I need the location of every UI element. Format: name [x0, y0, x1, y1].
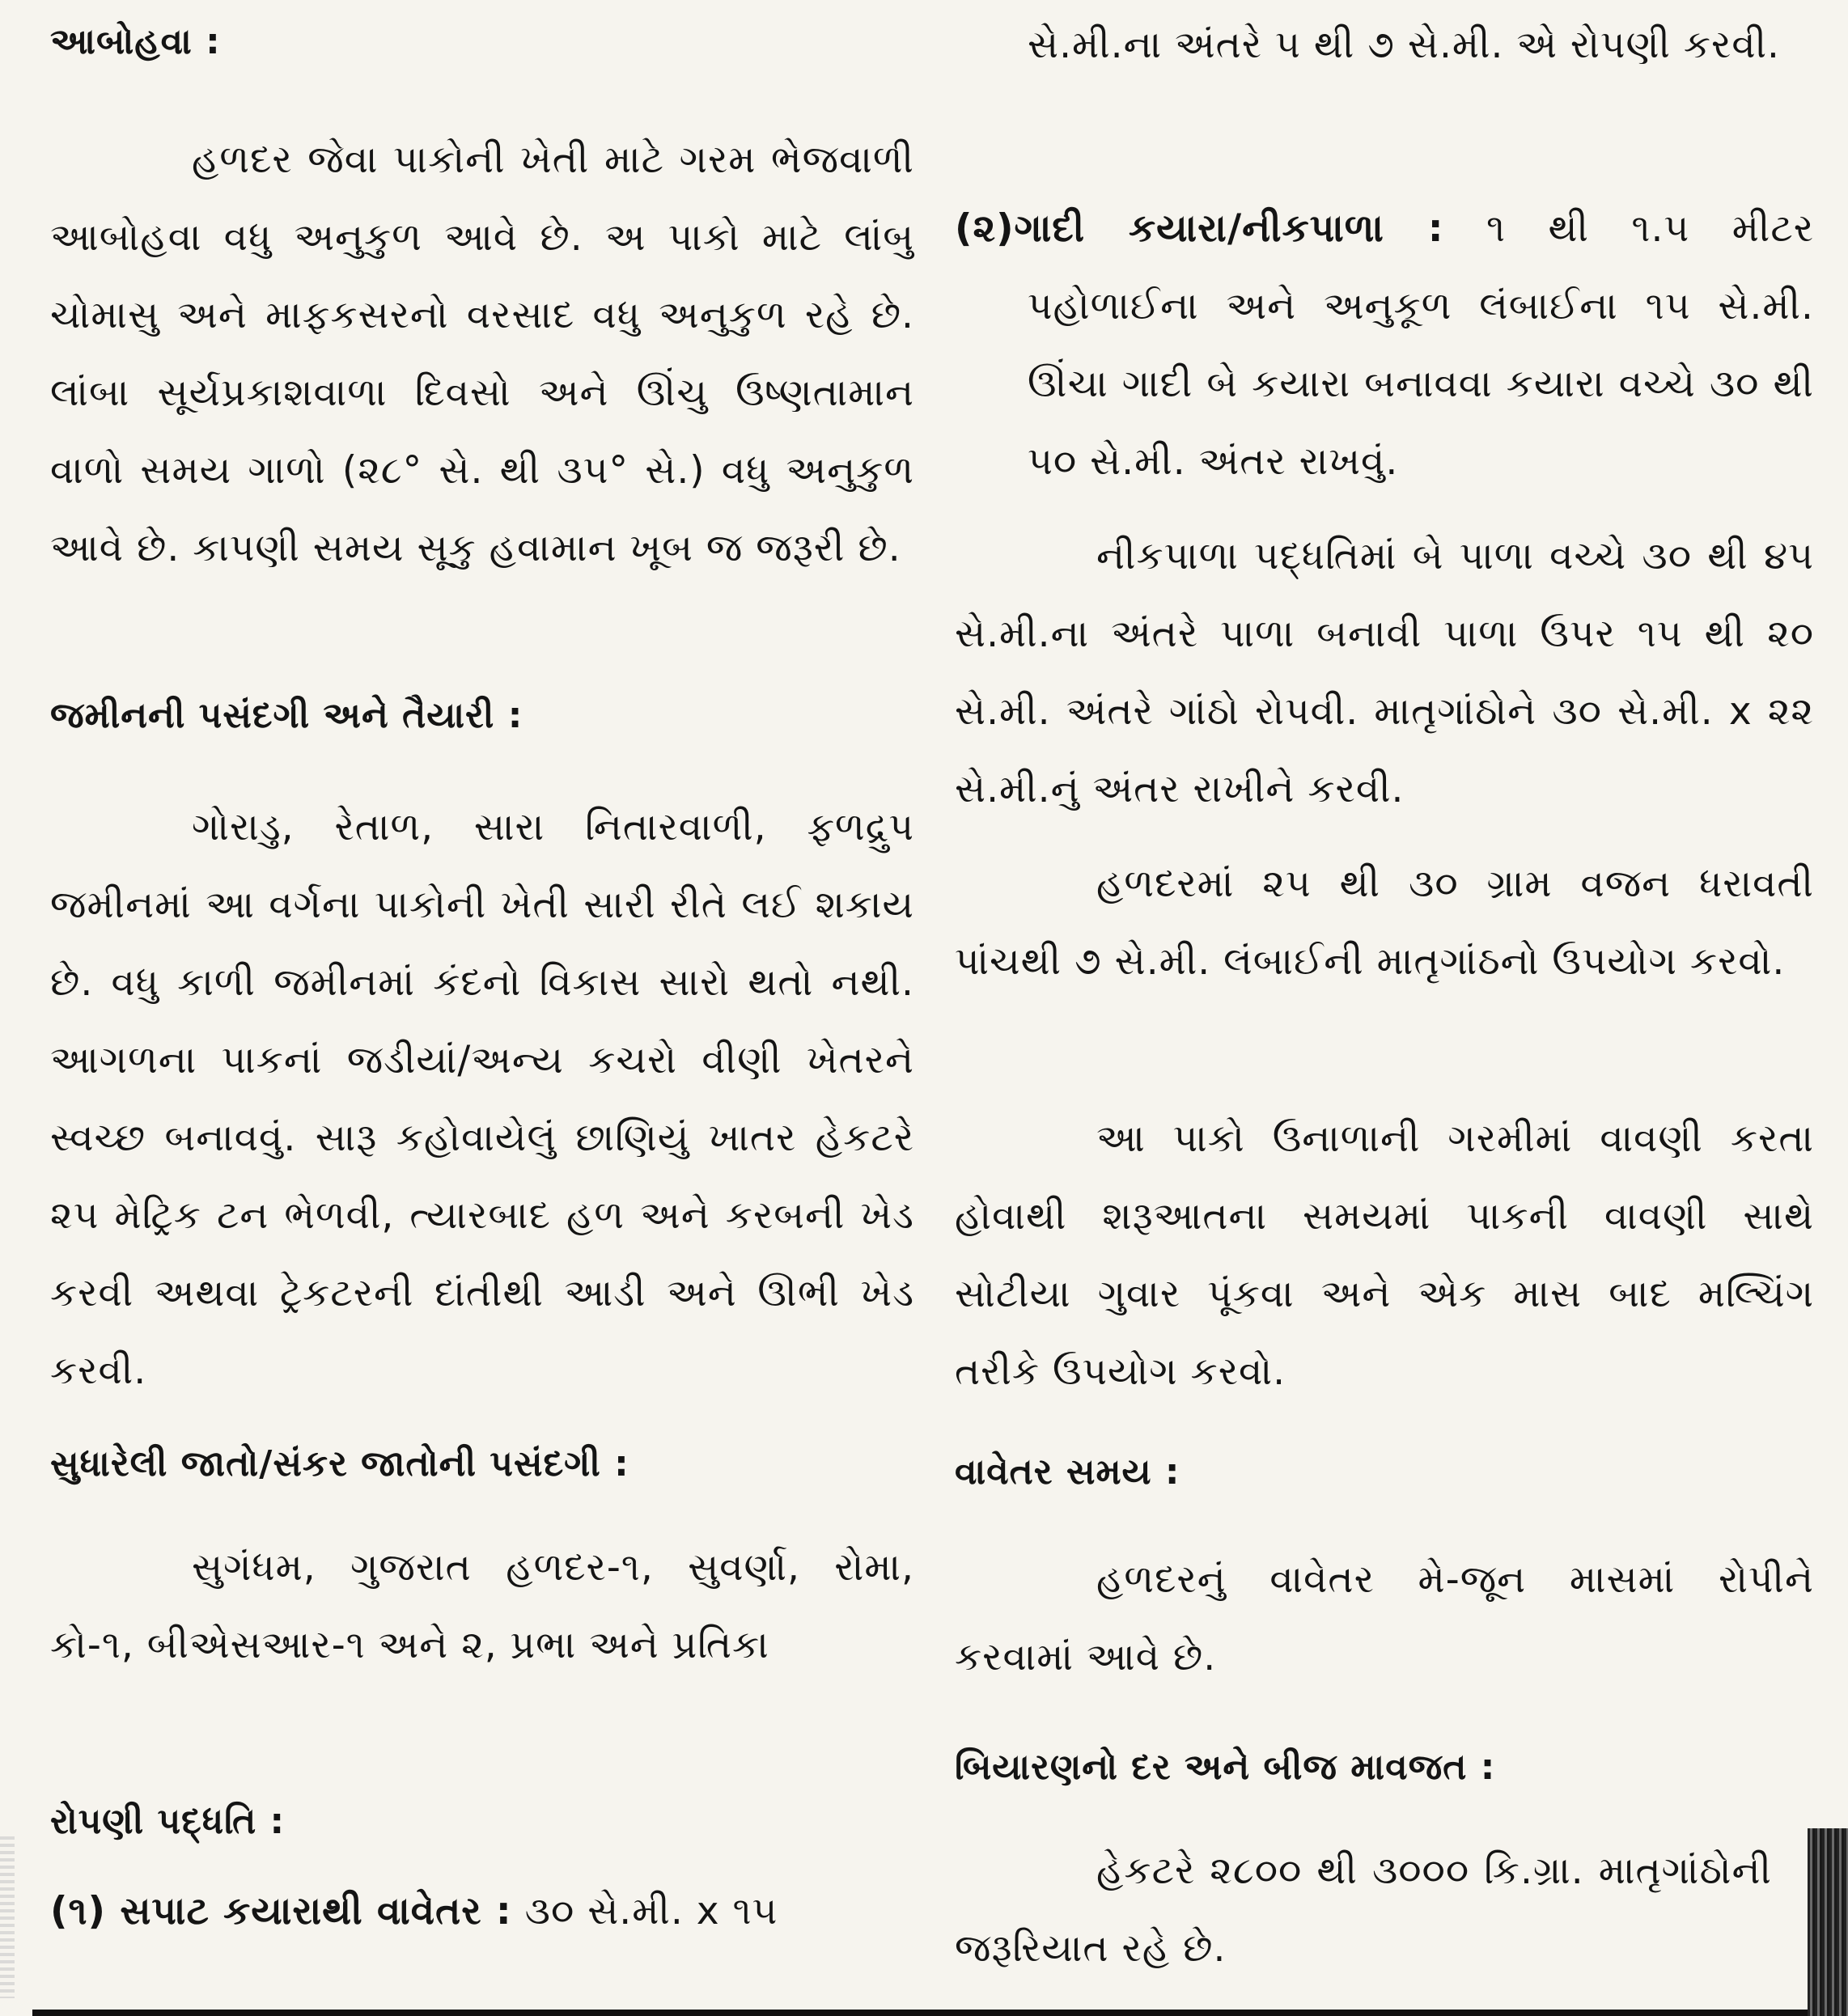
planting-heading: રોપણી પદ્ધતિ :	[50, 1801, 286, 1842]
rhizome-paragraph: હળદરમાં ૨૫ થી ૩૦ ગ્રામ વજન ધરાવતી પાંચથી ૭ સે.મી. લંબાઈની માતૃગાંઠનો ઉપયોગ કરવો.	[955, 862, 1814, 984]
planting-item-2-label: (૨)ગાદી કયારા/નીકપાળા :	[955, 206, 1444, 251]
bottom-border	[32, 2010, 1808, 2016]
variety-paragraph: સુગંધમ, ગુજરાત હળદર-૧, સુવર્ણા, રોમા, કો-૧, બીએસઆર-૧ અને ૨, પ્રભા અને પ્રતિકા	[50, 1545, 914, 1667]
scan-edge-noise	[1808, 1828, 1848, 2016]
seed-heading: બિયારણનો દર અને બીજ માવજત :	[955, 1747, 1496, 1788]
variety-heading: સુધારેલી જાતો/સંકર જાતોની પસંદગી :	[50, 1443, 629, 1484]
land-paragraph: ગોરાડુ, રેતાળ, સારા નિતારવાળી, ફળદ્રુપ જમીનમાં આ વર્ગના પાકોની ખેતી સારી રીતે લઈ શકાય છે. વધુ કાળી જમીનમાં કંદનો વિકાસ સારો થતો નથી. આગળના પાકનાં જડીયાં/અન્ય કચરો વીણી ખેતરને સ્વચ્છ બનાવવું. સારૂ કહોવાયેલું છાણિયું ખાતર હેકટરે ૨૫ મેટ્રિક ટન ભેળવી, ત્યારબાદ હળ અને કરબની ખેડ કરવી અથવા ટ્રેકટરની દાંતીથી આડી અને ઊભી ખેડ કરવી.	[50, 805, 914, 1393]
sowing-paragraph: હળદરનું વાવેતર મે-જૂન માસમાં રોપીને કરવામાં આવે છે.	[955, 1557, 1814, 1679]
land-heading: જમીનની પસંદગી અને તૈયારી :	[50, 695, 523, 736]
planting-item-1-continued: સે.મી.ના અંતરે ૫ થી ૭ સે.મી. એ રોપણી કરવી.	[1028, 23, 1780, 67]
planting-item-1	[50, 1873, 914, 1950]
planting-item-1-label: (૧) સપાટ કયારાથી વાવેતર :	[50, 1889, 512, 1933]
planting-item-2	[955, 190, 1814, 501]
climate-paragraph: હળદર જેવા પાકોની ખેતી માટે ગરમ ભેજવાળી આબોહવા વધુ અનુકુળ આવે છે. અ પાકો માટે લાંબુ ચોમાસુ અને માફકસરનો વરસાદ વધુ અનુકુળ રહે છે. લાંબા સૂર્યપ્રકાશવાળા દિવસો અને ઊંચુ ઉષ્ણતામાન વાળો સમય ગાળો (૨૮° સે. થી ૩૫° સે.) વધુ અનુકુળ આવે છે. કાપણી સમય સૂકુ હવામાન ખૂબ જ જરૂરી છે.	[50, 138, 914, 570]
seed-paragraph: હેકટરે ૨૮૦૦ થી ૩૦૦૦ કિ.ગ્રા. માતૃગાંઠોની જરૂરિયાત રહે છે.	[955, 1849, 1772, 1971]
scan-edge-noise-left	[0, 1836, 15, 1998]
planting-item-2-text: ૧ થી ૧.૫ મીટર પહોળાઈના અને અનુકૂળ લંબાઈના ૧૫ સે.મી. ઊંચા ગાદી બે કયારા બનાવવા કયારા વચ્ચે ૩૦ થી ૫૦ સે.મી. અંતર રાખવું.	[1028, 206, 1814, 484]
sowing-heading: વાવેતર સમય :	[955, 1451, 1180, 1493]
guar-paragraph: આ પાકો ઉનાળાની ગરમીમાં વાવણી કરતા હોવાથી શરૂઆતના સમયમાં પાકની વાવણી સાથે સોટીયા ગુવાર પૂંકવા અને એક માસ બાદ મલ્ચિંગ તરીકે ઉપયોગ કરવો.	[955, 1116, 1814, 1394]
ridge-paragraph: નીકપાળા પદ્ધતિમાં બે પાળા વચ્ચે ૩૦ થી ૪૫ સે.મી.ના અંતરે પાળા બનાવી પાળા ઉપર ૧૫ થી ૨૦ સે.મી. અંતરે ગાંઠો રોપવી. માતૃગાંઠોને ૩૦ સે.મી. x ૨૨ સે.મી.નું અંતર રાખીને કરવી.	[955, 534, 1814, 811]
planting-item-1-text: ૩૦ સે.મી. x ૧૫	[524, 1889, 778, 1933]
climate-heading: આબોહવા :	[50, 21, 221, 62]
